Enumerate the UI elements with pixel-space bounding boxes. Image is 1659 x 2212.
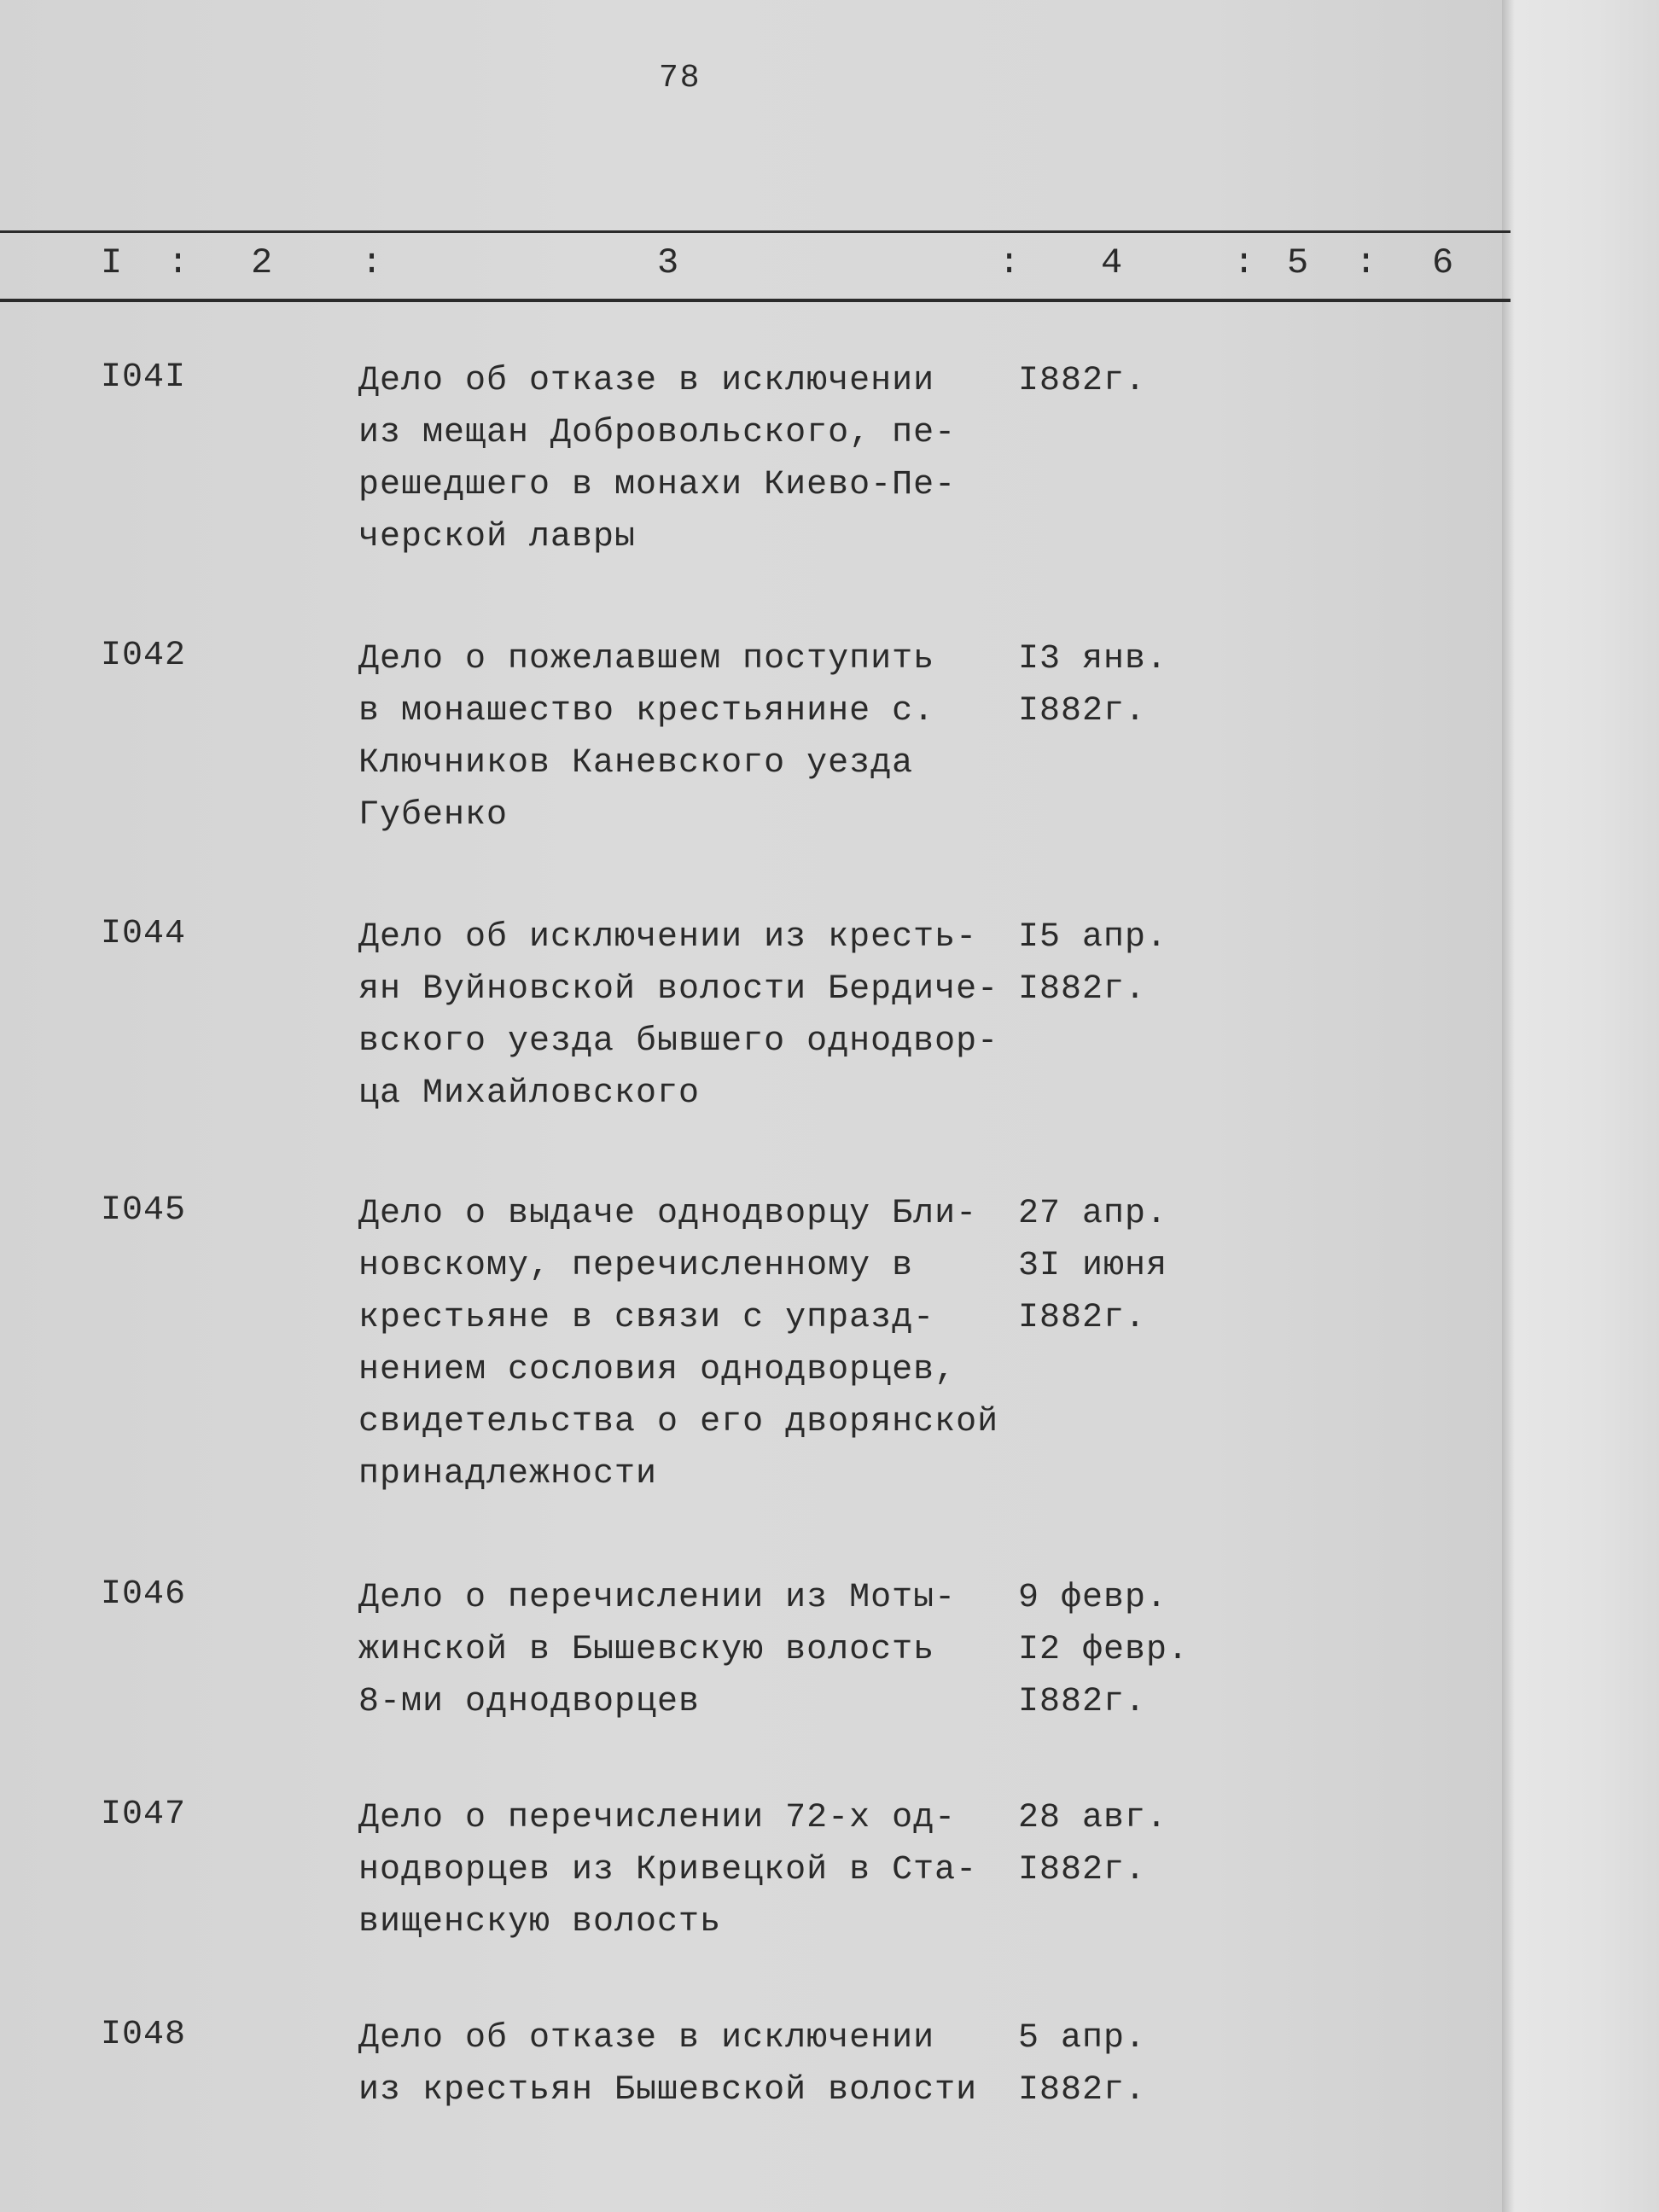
header-col-3: 3 [657,242,679,283]
entry-number: I047 [101,1796,187,1834]
header-sep-1: : [167,242,189,283]
date-line: I2 февр. [1018,1631,1190,1669]
page-edge-shadow [1502,0,1659,2212]
header-col-1: I [101,242,123,283]
date-line: 27 апр. [1018,1195,1168,1233]
entry-dates [1018,1572,1223,1728]
entry-description [358,633,1016,841]
header-top-rule [0,230,1511,233]
description-line: нением сословия однодворцев, [358,1351,957,1389]
description-line: ца Михайловского [358,1074,701,1113]
date-line: I882г. [1018,1683,1147,1721]
description-line: Дело об отказе в исключении [358,2019,935,2058]
description-line: из крестьян Бышевской волости [358,2071,978,2110]
header-col-2: 2 [251,242,273,283]
entry-dates [1018,911,1223,1016]
description-line: вского уезда бывшего однодвор- [358,1022,999,1061]
date-line: 5 апр. [1018,2019,1147,2058]
description-line: решедшего в монахи Киево-Пе- [358,466,957,504]
description-line: из мещан Добровольского, пе- [358,414,957,452]
date-line: 28 авг. [1018,1799,1168,1837]
entry-number: I045 [101,1191,187,1230]
description-line: вищенскую волость [358,1903,722,1941]
date-line: I882г. [1018,2071,1147,2110]
description-line: ян Вуйновской волости Бердиче- [358,970,999,1009]
entry-dates [1018,1792,1223,1896]
description-line: Дело о перечислении из Моты- [358,1579,957,1617]
entry-description [358,911,1016,1120]
description-line: новскому, перечисленному в [358,1247,914,1285]
header-col-4: 4 [1101,242,1123,283]
entry-number: I044 [101,915,187,953]
date-line: 3I июня [1018,1247,1168,1285]
entry-number: I042 [101,637,187,675]
header-bottom-rule [0,299,1511,302]
date-line: I882г. [1018,1851,1147,1889]
header-col-5: 5 [1287,242,1309,283]
header-col-6: 6 [1432,242,1454,283]
description-line: Ключников Каневского уезда [358,744,914,783]
date-line: I882г. [1018,970,1147,1009]
description-line: принадлежности [358,1455,658,1493]
description-line: Дело о пожелавшем поступить [358,640,935,678]
description-line: в монашество крестьянине с. [358,692,935,731]
date-line: I882г. [1018,362,1147,400]
date-line: I3 янв. [1018,640,1168,678]
entry-description [358,355,1016,563]
entry-dates [1018,355,1223,407]
date-line: I5 апр. [1018,918,1168,957]
description-line: нодворцев из Кривецкой в Ста- [358,1851,978,1889]
description-line: жинской в Бышевскую волость [358,1631,935,1669]
entry-number: I046 [101,1575,187,1614]
description-line: Губенко [358,796,509,835]
date-line: I882г. [1018,1299,1147,1337]
header-sep-4: : [1233,242,1255,283]
description-line: Дело об отказе в исключении [358,362,935,400]
description-line: черской лавры [358,518,637,556]
description-line: крестьяне в связи с упразд- [358,1299,935,1337]
entry-number: I048 [101,2016,187,2054]
header-sep-2: : [361,242,383,283]
date-line: I882г. [1018,692,1147,731]
description-line: Дело об исключении из кресть- [358,918,978,957]
entry-description [358,2012,1016,2116]
entry-number: I04I [101,358,187,397]
date-line: 9 февр. [1018,1579,1168,1617]
entry-dates [1018,2012,1223,2116]
page-number: 78 [659,60,701,96]
description-line: Дело о перечислении 72-х од- [358,1799,957,1837]
description-line: Дело о выдаче однодворцу Бли- [358,1195,978,1233]
entry-description [358,1572,1016,1728]
entry-description [358,1188,1016,1500]
entry-description [358,1792,1016,1948]
description-line: 8-ми однодворцев [358,1683,701,1721]
entry-dates [1018,633,1223,737]
entry-dates [1018,1188,1223,1344]
description-line: свидетельства о его дворянской [358,1403,999,1441]
header-sep-3: : [998,242,1021,283]
header-sep-5: : [1355,242,1377,283]
